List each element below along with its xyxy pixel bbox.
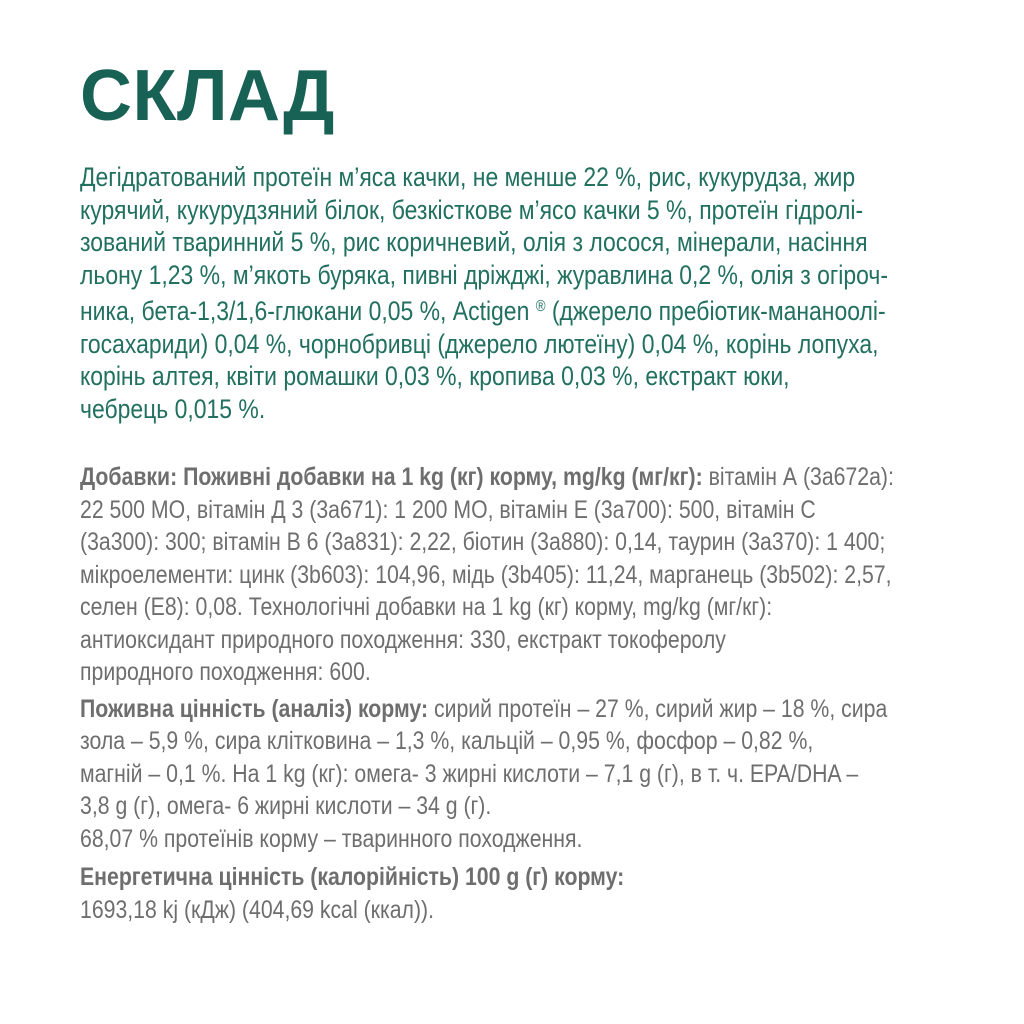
text-line bbox=[80, 161, 856, 194]
text-run: Добавки: Поживні добавки на 1 kg (кг) корму, mg/kg (мг/кг): bbox=[80, 463, 703, 491]
text-line bbox=[80, 328, 879, 361]
nutritional-analysis-paragraph bbox=[80, 693, 888, 856]
text-run: селен (Е8): 0,08. Технологічні добавки на 1 kg (кг) корму, mg/kg (мг/кг): bbox=[80, 593, 773, 621]
text-run: курячий, кукурудзяний білок, безкісткове м’ясо качки 5 %, протеїн гідролі- bbox=[80, 194, 864, 225]
text-run: Енергетична цінність (калорійність) 100 g (г) корму: bbox=[80, 863, 625, 891]
text-run: мікроелементи: цинк (3b603): 104,96, мідь (3b405): 11,24, марганець (3b502): 2,57, bbox=[80, 560, 892, 589]
page-title: СКЛАД bbox=[80, 56, 335, 136]
text-line bbox=[80, 656, 848, 689]
text-run: зований тваринний 5 %, рис коричневий, олія з лосося, мінерали, насіння bbox=[80, 227, 868, 257]
text-run: 1693,18 kj (кДж) (404,69 kcal (ккал)). bbox=[80, 895, 435, 924]
text-line bbox=[80, 693, 888, 726]
text-line bbox=[80, 526, 886, 559]
text-line bbox=[80, 226, 868, 259]
text-run: вітамін А (3а672а): bbox=[702, 463, 894, 491]
text-run: Дегідратований протеїн м’яса качки, не менше 22 %, рис, кукурудза, жир bbox=[80, 162, 856, 192]
text-run: льону 1,23 %, м’якоть буряка, пивні дріжджі, журавлина 0,2 %, олія з огіроч- bbox=[80, 259, 888, 290]
text-run: 68,07 % протеїнів корму – тваринного походження. bbox=[80, 824, 583, 853]
ingredients-paragraph bbox=[80, 161, 888, 425]
text-run: (джерело пребіотик-мананоолі- bbox=[545, 296, 886, 326]
text-run: сирий протеїн – 27 %, сирий жир – 18 %, сира bbox=[428, 694, 888, 723]
text-run: природного походження: 600. bbox=[80, 658, 371, 686]
text-run: ника, бета-1,3/1,6-глюкани 0,05 %, Actigen bbox=[80, 296, 536, 326]
text-run: (3а300): 300; вітамін В 6 (3а831): 2,22, біотин (3а880): 0,14, таурин (3а370): 1 400; bbox=[80, 528, 886, 556]
text-run: Поживна цінність (аналіз) корму: bbox=[80, 694, 429, 723]
text-line bbox=[80, 725, 848, 758]
text-line bbox=[80, 291, 886, 328]
text-run: зола – 5,9 %, сира клітковина – 1,3 %, кальцій – 0,95 %, фосфор – 0,82 %, bbox=[80, 727, 814, 755]
text-line bbox=[80, 259, 888, 292]
additives-paragraph bbox=[80, 461, 894, 689]
energy-value-paragraph bbox=[80, 861, 848, 926]
text-line bbox=[80, 624, 848, 657]
text-line bbox=[80, 861, 848, 894]
text-run: корінь алтея, квіти ромашки 0,03 %, кропива 0,03 %, екстракт юки, bbox=[80, 361, 790, 391]
text-line bbox=[80, 758, 859, 791]
text-line bbox=[80, 894, 848, 927]
text-line bbox=[80, 461, 894, 494]
text-line bbox=[80, 494, 848, 527]
text-line bbox=[80, 591, 848, 624]
text-run: 3,8 g (г), омега- 6 жирні кислоти – 34 g (г). bbox=[80, 792, 492, 820]
text-line bbox=[80, 194, 864, 227]
text-line bbox=[80, 559, 892, 592]
text-line bbox=[80, 393, 848, 426]
text-line bbox=[80, 823, 848, 856]
text-run: госахариди) 0,04 %, чорнобривці (джерело лютеїну) 0,04 %, корінь лопуха, bbox=[80, 328, 879, 359]
registered-trademark-symbol: ® bbox=[535, 298, 546, 315]
text-run: чебрець 0,015 %. bbox=[80, 393, 266, 424]
text-line bbox=[80, 790, 848, 823]
text-run: магній – 0,1 %. На 1 kg (кг): омега- 3 жирні кислоти – 7,1 g (г), в т. ч. EPA/DHA – bbox=[80, 759, 859, 788]
text-run: 22 500 МО, вітамін Д 3 (3а671): 1 200 МО, вітамін Е (3а700): 500, вітамін С bbox=[80, 495, 816, 524]
text-run: антиоксидант природного походження: 330, екстракт токоферолу bbox=[80, 625, 726, 654]
text-line bbox=[80, 360, 848, 393]
